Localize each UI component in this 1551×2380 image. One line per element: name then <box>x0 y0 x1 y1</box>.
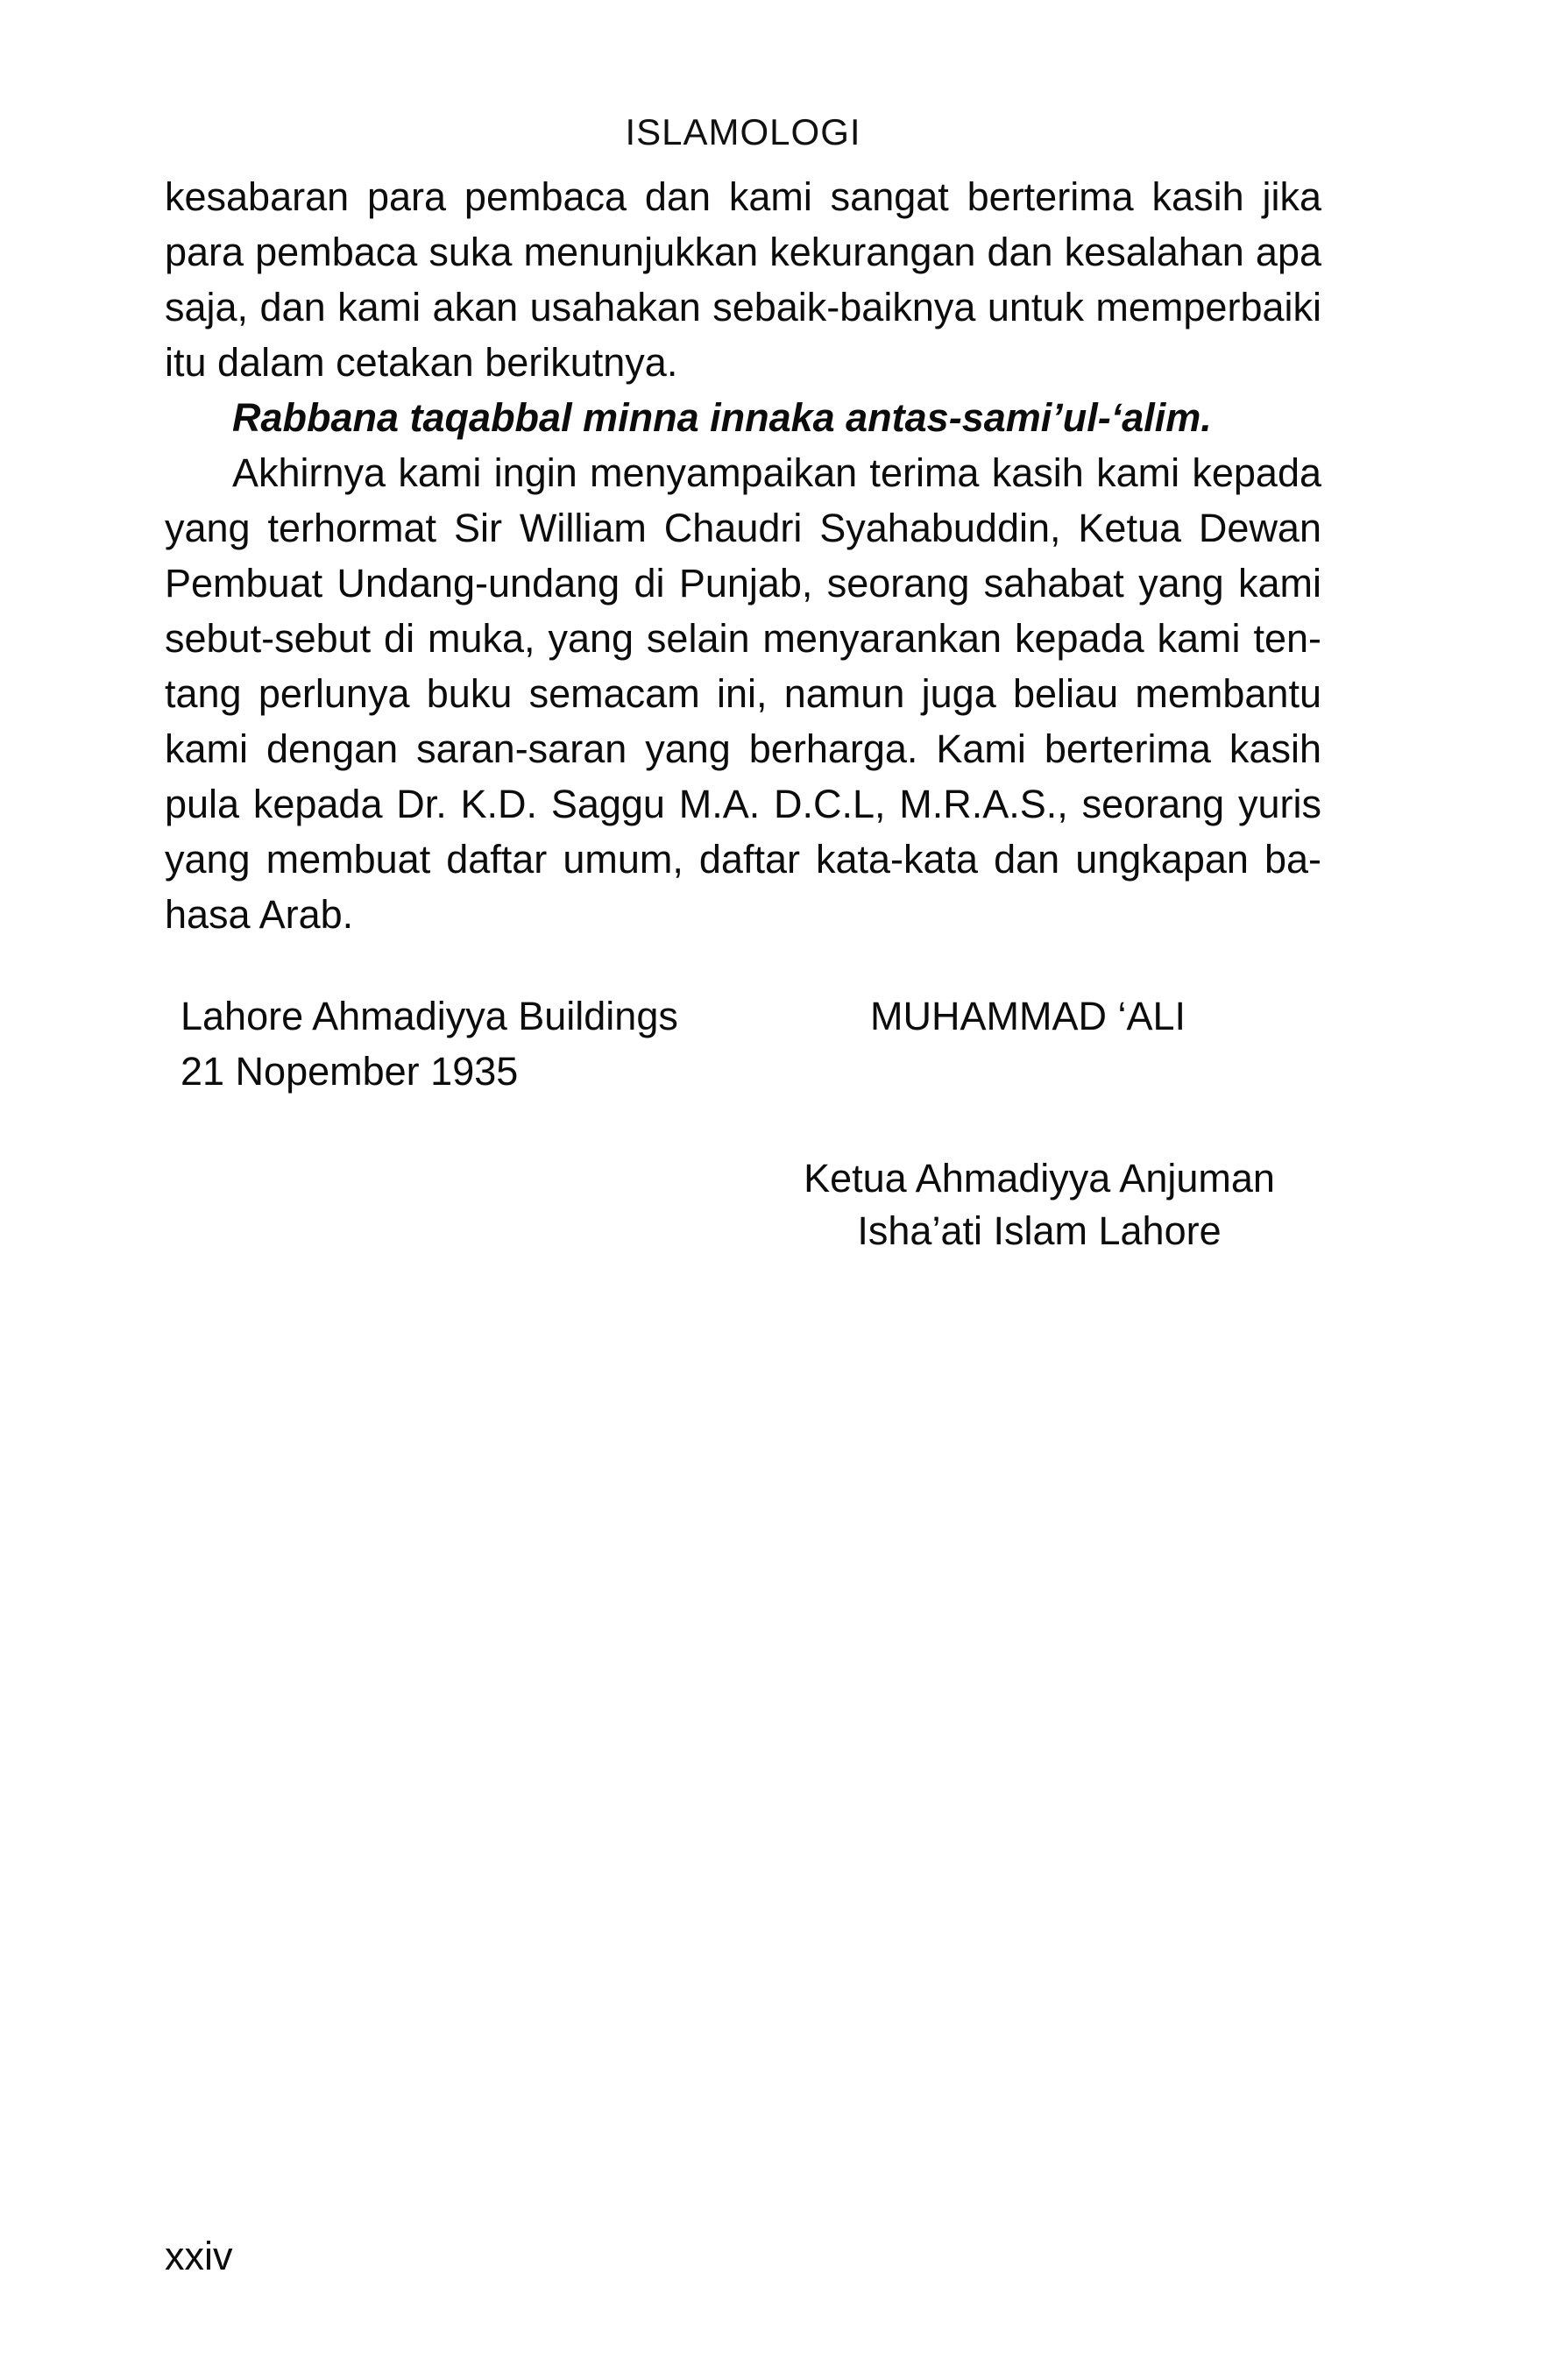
signature-block <box>165 988 1321 1094</box>
paragraph <box>165 390 1321 445</box>
running-header: ISLAMOLOGI <box>625 111 861 152</box>
signature-title-line2: Isha’ati Islam Lahore <box>857 1208 1222 1253</box>
text-line: pula kepada Dr. K.D. Saggu M.A. D.C.L, M.R.A.S., seorang yuris <box>165 782 1321 826</box>
text-line: hasa Arab. <box>165 892 354 937</box>
body-text <box>165 169 1321 942</box>
text-line: Rabbana taqabbal minna innaka antas-sami’ul-‘alim. <box>232 395 1212 440</box>
signature-name: MUHAMMAD ‘ALI <box>870 994 1186 1038</box>
signature-row <box>165 988 1321 1044</box>
signature-title <box>733 1152 1346 1257</box>
text-line: kami dengan saran-saran yang berharga. Kami berterima kasih <box>165 726 1321 771</box>
signature-title-line1: Ketua Ahmadiyya Anjuman <box>804 1156 1275 1201</box>
paragraph <box>165 445 1321 942</box>
text-line: para pembaca suka menunjukkan kekurangan dan kesalahan apa <box>165 230 1321 274</box>
text-line: sebut-sebut di muka, yang selain menyarankan kepada kami ten- <box>165 616 1321 661</box>
text-line: tang perlunya buku semacam ini, namun juga beliau membantu <box>165 671 1321 716</box>
signature-place: Lahore Ahmadiyya Buildings <box>181 994 678 1038</box>
text-line: Akhirnya kami ingin menyampaikan terima kasih kami kepada <box>232 450 1321 495</box>
text-line: yang terhormat Sir William Chaudri Syahabuddin, Ketua Dewan <box>165 506 1321 550</box>
paragraph <box>165 169 1321 390</box>
text-line: Pembuat Undang-undang di Punjab, seorang sahabat yang kami <box>165 561 1321 606</box>
signature-date: 21 Nopember 1935 <box>181 1049 519 1094</box>
text-line: itu dalam cetakan berikutnya. <box>165 340 678 385</box>
text-line: yang membuat daftar umum, daftar kata-kata dan ungkapan ba- <box>165 837 1321 882</box>
text-line: kesabaran para pembaca dan kami sangat berterima kasih jika <box>165 174 1321 219</box>
page-number: xxiv <box>165 2234 233 2278</box>
text-line: saja, dan kami akan usahakan sebaik-baiknya untuk memperbaiki <box>165 285 1321 329</box>
